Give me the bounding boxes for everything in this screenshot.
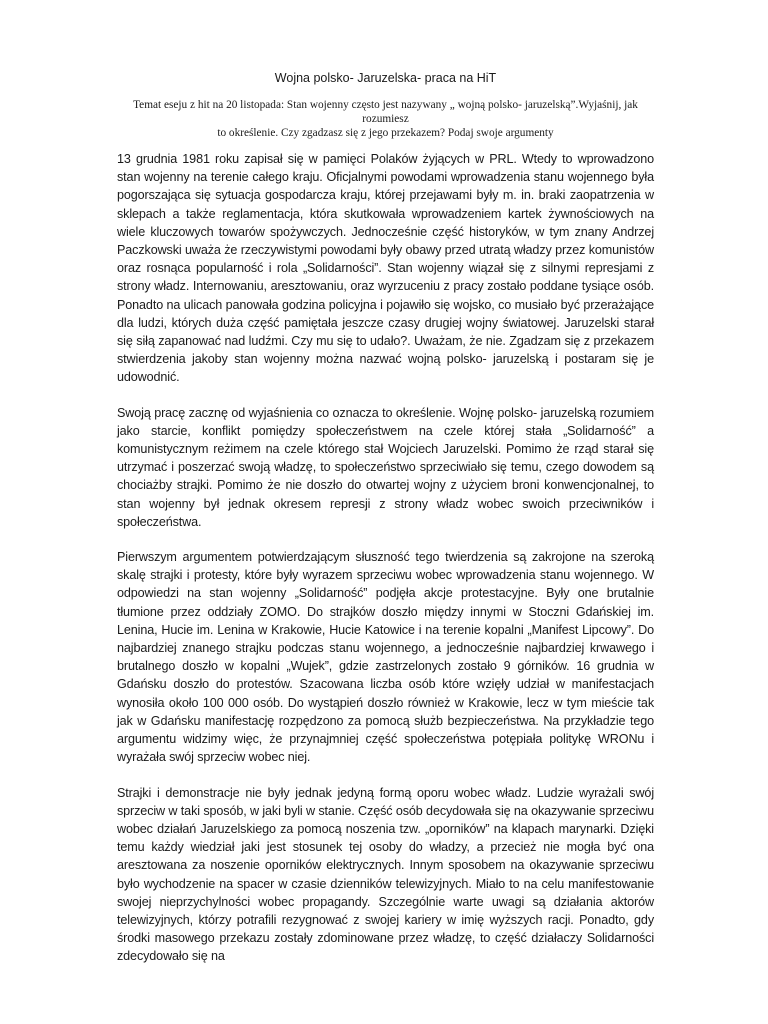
- essay-topic-line-2: to określenie. Czy zgadzasz się z jego przekazem? Podaj swoje argumenty: [217, 127, 554, 139]
- paragraph-3: Pierwszym argumentem potwierdzającym słuszność tego twierdzenia są zakrojone na szeroką skalę strajki i protesty, które były wyrazem sprzeciwu wobec wprowadzenia stanu wojennego. W odpowiedzi na stan wojenny „Solidarność” podjęła akcje protestacyjne. Były one brutalnie tłumione przez oddziały ZOMO. Do strajków doszło między innymi w Stoczni Gdańskiej im. Lenina, Hucie im. Lenina w Krakowie, Hucie Katowice i na terenie kopalni „Manifest Lipcowy”. Do najbardziej znanego strajku podczas stanu wojennego, a jednocześnie najbardziej krwawego i brutalnego doszło w kopalni „Wujek”, gdzie zastrzelonych zostało 9 górników. 16 grudnia w Gdańsku doszło do protestów. Szacowana liczba osób które wzięły udział w manifestacjach wynosiła około 100 000 osób. Do wystąpień doszło również w Krakowie, lecz w tym mieście tak jak w Gdańsku manifestację rozpędzono za pomocą służb bezpieczeństwa. Na przykładzie tego argumentu widzimy więc, że przynajmniej część społeczeństwa potępiała politykę WRONu i wyrażała swój sprzeciw wobec niej.: [117, 550, 654, 765]
- paragraph-2: Swoją pracę zacznę od wyjaśnienia co oznacza to określenie. Wojnę polsko- jaruzelską rozumiem jako starcie, konflikt pomiędzy społeczeństwem na czele której stała „Solidarność” a komunistycznym reżimem na czele którego stał Wojciech Jaruzelski. Pomimo że rząd starał się utrzymać i poszerzać swoją władzę, to społeczeństwo sprzeciwiało się temu, czego dowodem są chociażby strajki. Pomimo że nie doszło do otwartej wojny z użyciem broni konwencjonalnej, to stan wojenny był jednak okresem represji z strony władz wobec swoich przeciwników i społeczeństwa.: [117, 405, 654, 529]
- essay-topic-line-1: Temat eseju z hit na 20 listopada: Stan wojenny często jest nazywany „ wojną polsko- jaruzelską”.Wyjaśnij, jak rozumiesz: [133, 99, 638, 125]
- document-page: [117, 70, 654, 966]
- document-title: Wojna polsko- Jaruzelska- praca na HiT: [274, 71, 497, 85]
- essay-topic: [114, 98, 657, 140]
- paragraph-4: Strajki i demonstracje nie były jednak jedyną formą oporu wobec władz. Ludzie wyrażali swój sprzeciw w taki sposób, w jaki byli w stanie. Część osób decydowała się na okazywanie sprzeciwu wobec działań Jaruzelskiego za pomocą noszenia tzw. „oporników” na klapach marynarki. Dzięki temu każdy wiedział jaki jest stosunek tej osoby do władzy, a przecież nie mogła być ona aresztowana za noszenie oporników elektrycznych. Innym sposobem na okazywanie sprzeciwu było wychodzenie na spacer w czasie dzienników telewizyjnych. Miało to na celu manifestowanie swojej nieprzychylności wobec propagandy. Szczególnie warte uwagi są działania aktorów telewizyjnych, którzy potrafili rezygnować z swojej kariery w imię wyższych racji. Ponadto, gdy środki masowego przekazu zostały zdominowane przez władzę, to część działaczy Solidarności zdecydowało się na: [117, 785, 654, 964]
- paragraph-1: 13 grudnia 1981 roku zapisał się w pamięci Polaków żyjących w PRL. Wtedy to wprowadzono stan wojenny na terenie całego kraju. Oficjalnymi powodami wprowadzenia stanu wojennego była pogorszająca się sytuacja gospodarcza kraju, której przejawami były m. in. braki zaopatrzenia w sklepach a także reglamentacja, która skutkowała wprowadzeniem kartek żywnościowych na wiele kluczowych towarów spożywczych. Jednocześnie część historyków, w tym znany Andrzej Paczkowski uważa że rzeczywistymi powodami były obawy przed utratą władzy przez komunistów oraz rosnąca popularność i rola „Solidarności”. Stan wojenny wiązał się z silnymi represjami z strony władz. Internowaniu, aresztowaniu, oraz wyrzuceniu z pracy zostało poddane tysiące osób. Ponadto na ulicach panowała godzina policyjna i pojawiło się wojsko, co musiało być przerażające dla ludzi, których duża część pamiętała jeszcze czasy drugiej wojny światowej. Jaruzelski starał się siłą zapanować nad ludźmi. Czy mu się to udało?. Uważam, że nie. Zgadzam się z przekazem stwierdzenia jakoby stan wojenny można nazwać wojną polsko- jaruzelską i postaram się je udowodnić.: [117, 152, 654, 385]
